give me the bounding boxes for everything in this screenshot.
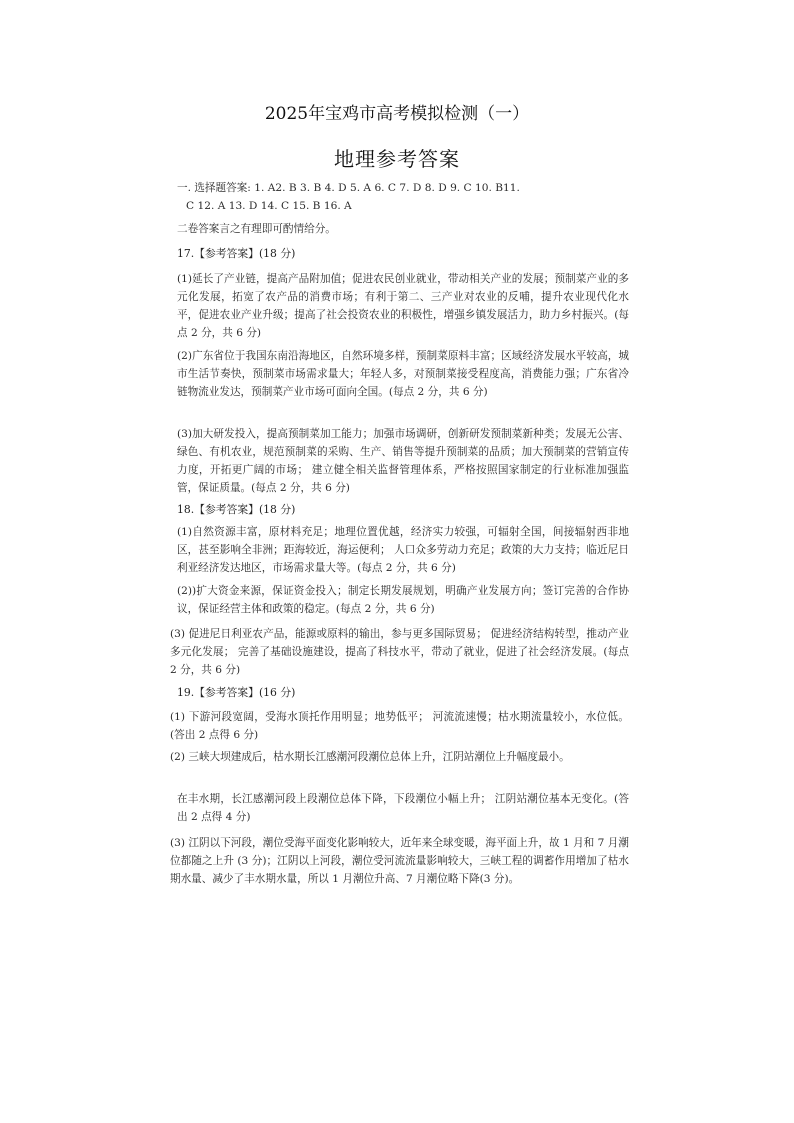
q18-header: 18.【参考答案】(18 分) — [177, 503, 296, 516]
q17-answer-1: (1)延长了产业链，提高产品附加值；促进农民创业就业，带动相关产业的发展；预制菜产业的多元化发展，拓宽了农产品的消费市场；有利于第二、三产业对农业的反哺，提升农业现代化水平，促进农业产业升级；提高了社会投资农业的积极性，增强乡镇发展活力，助力乡村振兴。(每点 2 分，共 6 分) — [177, 273, 629, 339]
choice-answers-line-1: 一. 选择题答案: 1. A2. B 3. B 4. D 5. A 6. C 7. D 8. D 9. C 10. B11. — [177, 182, 520, 194]
scoring-note: 二卷答案言之有理即可酌情给分。 — [177, 223, 336, 235]
document-subtitle: 地理参考答案 — [334, 147, 460, 171]
q19-answer-3: (3) 江阴以下河段，潮位受海平面变化影响较大，近年来全球变暖，海平面上升，故 1 月和 7 月潮位都随之上升 (3 分)；江阴以上河段，潮位受河流流量影响较大，三峡工程的调蓄作用增加了枯水期水量、减少了丰水期水量，所以 1 月潮位升高、7 月潮位略下降(3 分)。 — [170, 837, 629, 885]
q18-answer-2: (2))扩大资金来源，保证资金投入；制定长期发展规划，明确产业发展方向；签订完善的合作协议，保证经营主体和政策的稳定。(每点 2 分，共 6 分) — [177, 585, 629, 615]
q18-answer-3: (3) 促进尼日利亚农产品，能源或原料的输出，参与更多国际贸易； 促进经济结构转型，推动产业多元化发展； 完善了基础设施建设，提高了科技水平，带动了就业，促进了社会经济发展。(每点 2 分，共 6 分) — [170, 628, 629, 676]
q19-header: 19.【参考答案】(16 分) — [177, 686, 296, 699]
q17-answer-3: (3)加大研发投入，提高预制菜加工能力；加强市场调研，创新研发预制菜新种类；发展无公害、绿色、有机农业，规范预制菜的采购、生产、销售等提升预制菜的品质；加大预制菜的营销宣传力度，开拓更广阔的市场； 建立健全相关监督管理体系，严格按照国家制定的行业标准加强监管，保证质量。(每点 2 分，共 6 分) — [177, 428, 629, 494]
document-title: 2025年宝鸡市高考模拟检测（一） — [264, 104, 530, 124]
q19-answer-2: (2) 三峡大坝建成后，枯水期长江感潮河段潮位总体上升，江阴站潮位上升幅度最小。 — [170, 751, 570, 763]
q18-answer-1: (1)自然资源丰富，原材料充足；地理位置优越，经济实力较强，可辐射全国，间接辐射西非地区，甚至影响全非洲；距海较近，海运便利； 人口众多劳动力充足；政策的大力支持；临近尼日利亚经济发达地区，市场需求量大等。(每点 2 分，共 6 分) — [177, 526, 629, 574]
q17-header: 17.【参考答案】(18 分) — [177, 247, 296, 260]
q19-answer-2b: 在丰水期，长江感潮河段上段潮位总体下降，下段潮位小幅上升； 江阴站潮位基本无变化。(答出 2 点得 4 分) — [177, 793, 629, 823]
q19-answer-1: (1) 下游河段宽阔，受海水顶托作用明显；地势低平； 河流流速慢；枯水期流量较小，水位低。(答出 2 点得 6 分) — [170, 711, 629, 741]
choice-answers-line-2: C 12. A 13. D 14. C 15. B 16. A — [186, 200, 352, 212]
q17-answer-2: (2)广东省位于我国东南沿海地区，自然环境多样，预制菜原料丰富；区域经济发展水平较高，城市生活节奏快，预制菜市场需求量大；年轻人多，对预制菜接受程度高，消费能力强；广东省冷链物流业发达，预制菜产业市场可面向全国。(每点 2 分，共 6 分) — [177, 350, 629, 398]
